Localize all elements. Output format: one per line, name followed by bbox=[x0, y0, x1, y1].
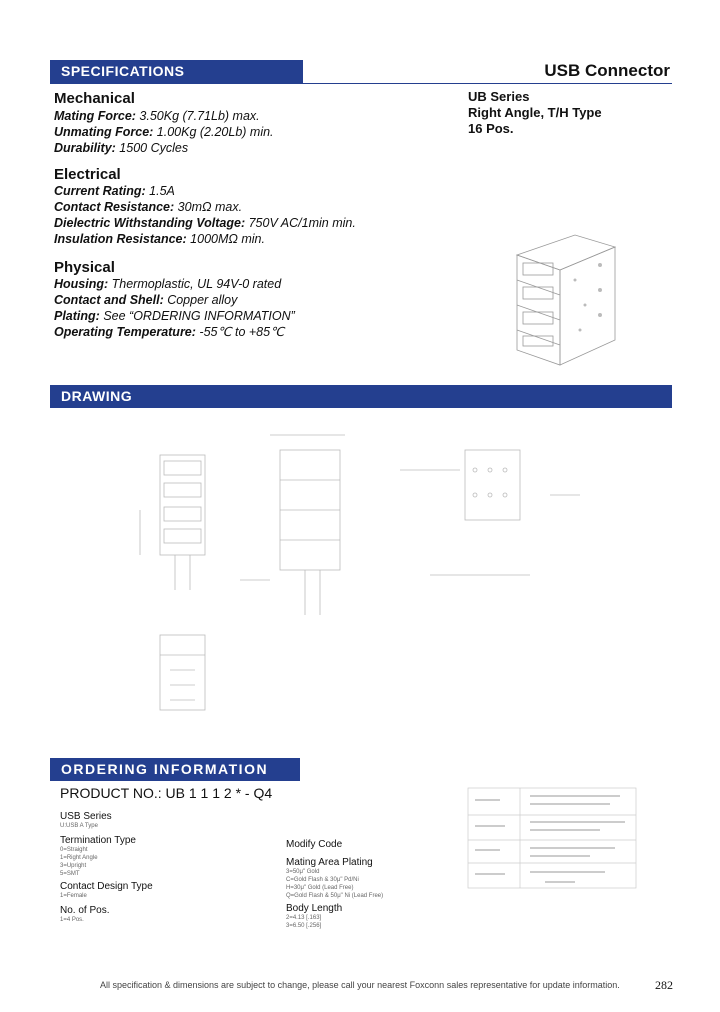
ordering-option: 1=Right Angle bbox=[60, 855, 98, 861]
ordering-field-heading: Termination Type bbox=[60, 835, 136, 846]
ordering-field-heading: Modify Code bbox=[286, 839, 343, 850]
spec-row: Housing: Thermoplastic, UL 94V-0 rated bbox=[54, 277, 282, 291]
series-info bbox=[468, 89, 602, 137]
electrical-heading: Electrical bbox=[54, 166, 121, 183]
ordering-field-heading: Mating Area Plating bbox=[286, 857, 373, 868]
spec-row: Contact Resistance: 30mΩ max. bbox=[54, 200, 243, 214]
ordering-option: Q=Gold Flash & 50μ" Ni (Lead Free) bbox=[286, 893, 384, 899]
product-title: USB Connector bbox=[544, 61, 670, 80]
ordering-field-heading: USB Series bbox=[60, 811, 112, 822]
ordering-field-heading: Contact Design Type bbox=[60, 881, 153, 892]
ordering-option: 3=6.50 [.256] bbox=[286, 923, 322, 929]
header-rule bbox=[50, 83, 672, 84]
ordering-option: 3=Upright bbox=[60, 863, 87, 869]
spec-row: Operating Temperature: -55℃ to +85℃ bbox=[54, 325, 285, 339]
ordering-option: 5=SMT bbox=[60, 871, 80, 877]
spec-row: Contact and Shell: Copper alloy bbox=[54, 293, 238, 307]
mechanical-heading: Mechanical bbox=[54, 90, 135, 107]
spec-row: Unmating Force: 1.00Kg (2.20Lb) min. bbox=[54, 125, 274, 139]
ordering-option: 0=Straight bbox=[60, 847, 88, 853]
ordering-option: 2=4.13 [.163] bbox=[286, 915, 322, 921]
connector-product-image bbox=[505, 225, 625, 370]
spec-row: Mating Force: 3.50Kg (7.71Lb) max. bbox=[54, 109, 260, 123]
ordering-right-column bbox=[286, 836, 383, 930]
ordering-left-column bbox=[60, 808, 153, 924]
electrical-specs bbox=[54, 183, 356, 247]
ordering-option: H=30μ" Gold (Lead Free) bbox=[286, 885, 354, 891]
spec-row: Current Rating: 1.5A bbox=[54, 184, 175, 198]
physical-specs bbox=[54, 276, 295, 340]
drawing-title: DRAWING bbox=[61, 388, 133, 404]
spec-row: Dielectric Withstanding Voltage: 750V AC/1min min. bbox=[54, 216, 356, 230]
ordering-option: 1=Female bbox=[60, 893, 87, 899]
physical-heading: Physical bbox=[54, 259, 115, 276]
ordering-rule bbox=[50, 780, 300, 781]
ordering-header bbox=[50, 758, 300, 780]
specifications-header bbox=[50, 60, 303, 83]
ordering-option: 1=4 Pos. bbox=[60, 917, 84, 923]
spec-row: Durability: 1500 Cycles bbox=[54, 141, 189, 155]
ordering-option: U:USB A Type bbox=[60, 823, 98, 829]
footer-note: All specification & dimensions are subject to change, please call your nearest Foxconn sales representative for update information. bbox=[100, 980, 620, 990]
spec-row: Plating: See “ORDERING INFORMATION” bbox=[54, 309, 295, 323]
series-line: UB Series bbox=[468, 89, 530, 104]
ordering-field-heading: No. of Pos. bbox=[60, 905, 110, 916]
cross-reference-table bbox=[465, 785, 640, 895]
spec-row: Insulation Resistance: 1000MΩ min. bbox=[54, 232, 265, 246]
page-number: 282 bbox=[655, 978, 673, 992]
drawing-header bbox=[50, 385, 672, 408]
series-line: 16 Pos. bbox=[468, 121, 514, 136]
ordering-title: ORDERING INFORMATION bbox=[61, 761, 269, 777]
ordering-option: C=Gold Flash & 30μ" Pd/Ni bbox=[286, 877, 359, 883]
ordering-field-heading: Body Length bbox=[286, 903, 343, 914]
mechanical-specs bbox=[54, 108, 274, 156]
product-number: PRODUCT NO.: UB 1 1 1 2 * - Q4 bbox=[60, 785, 273, 801]
series-line: Right Angle, T/H Type bbox=[468, 105, 602, 120]
technical-drawing bbox=[130, 425, 590, 715]
ordering-option: 3=50μ" Gold bbox=[286, 869, 320, 875]
specifications-title: SPECIFICATIONS bbox=[61, 63, 185, 79]
